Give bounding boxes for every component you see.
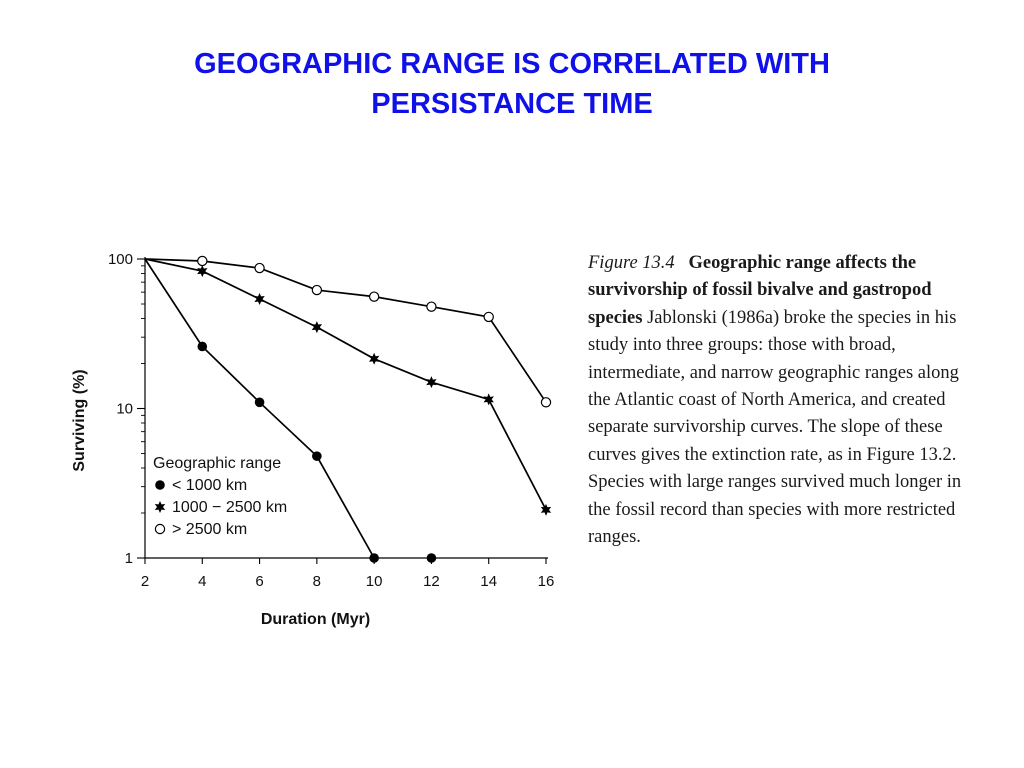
legend-label-2: 1000 − 2500 km <box>172 499 288 516</box>
data-point-series-3 <box>484 312 493 321</box>
data-point-series-3 <box>255 263 264 272</box>
y-axis-label: Surviving (%) <box>71 369 88 472</box>
figure-body: Jablonski (1986a) broke the species in his study into three groups: those with broad, intermediate, and narrow geographic ranges along the Atlantic coast of North America, and created separate survivorship curves. The slope of these curves gives the extinction rate, as in Figure 13.2. Species with large ranges survived much longer in the fossil record than species with more restricted ranges. <box>588 307 962 548</box>
series-line-2 <box>145 259 546 510</box>
x-tick-label: 16 <box>537 573 555 590</box>
x-tick-label: 6 <box>255 573 264 590</box>
legend-marker-1 <box>155 480 165 490</box>
data-point-series-2 <box>254 293 264 305</box>
data-point-series-2 <box>312 321 322 333</box>
data-point-series-3 <box>312 285 321 294</box>
slide-title <box>0 44 1024 124</box>
data-point-series-1 <box>197 342 207 352</box>
y-tick-label: 1 <box>124 550 133 567</box>
figure-caption <box>588 250 968 551</box>
figure-heading: Geographic range affects the survivorship of fossil bivalve and gastropod species <box>588 253 932 328</box>
data-point-series-2 <box>369 353 379 365</box>
data-point-series-1 <box>255 398 265 408</box>
data-point-series-1 <box>369 553 379 563</box>
slide-title-line-1: GEOGRAPHIC RANGE IS CORRELATED WITH <box>194 48 830 80</box>
x-tick-label: 10 <box>365 573 383 590</box>
data-point-series-2 <box>426 376 436 388</box>
x-tick-label: 12 <box>423 573 440 590</box>
series-line-3 <box>145 259 546 402</box>
data-point-series-2 <box>484 393 494 405</box>
legend-marker-2 <box>155 501 165 513</box>
data-point-series-2 <box>541 504 551 516</box>
legend-title: Geographic range <box>153 455 282 472</box>
survivorship-chart <box>60 236 570 646</box>
y-tick-label: 100 <box>107 251 133 268</box>
x-tick-label: 8 <box>312 573 322 590</box>
x-tick-label: 4 <box>198 573 207 590</box>
y-tick-label: 10 <box>116 400 133 418</box>
data-point-series-3 <box>370 292 379 301</box>
figure-number: Figure 13.4 <box>588 253 675 273</box>
data-point-series-1 <box>312 451 322 461</box>
legend-label-1: < 1000 km <box>172 477 248 494</box>
slide-title-line-2: PERSISTANCE TIME <box>371 88 653 120</box>
legend-marker-3 <box>155 524 164 533</box>
legend-label-3: > 2500 km <box>172 521 248 538</box>
data-point-series-3 <box>198 256 207 265</box>
data-point-series-3 <box>541 398 550 407</box>
x-tick-label: 2 <box>140 573 150 590</box>
x-tick-label: 14 <box>480 573 498 590</box>
data-point-series-3 <box>427 302 436 311</box>
x-axis-label: Duration (Myr) <box>260 611 371 628</box>
data-point-series-1 <box>427 553 437 563</box>
